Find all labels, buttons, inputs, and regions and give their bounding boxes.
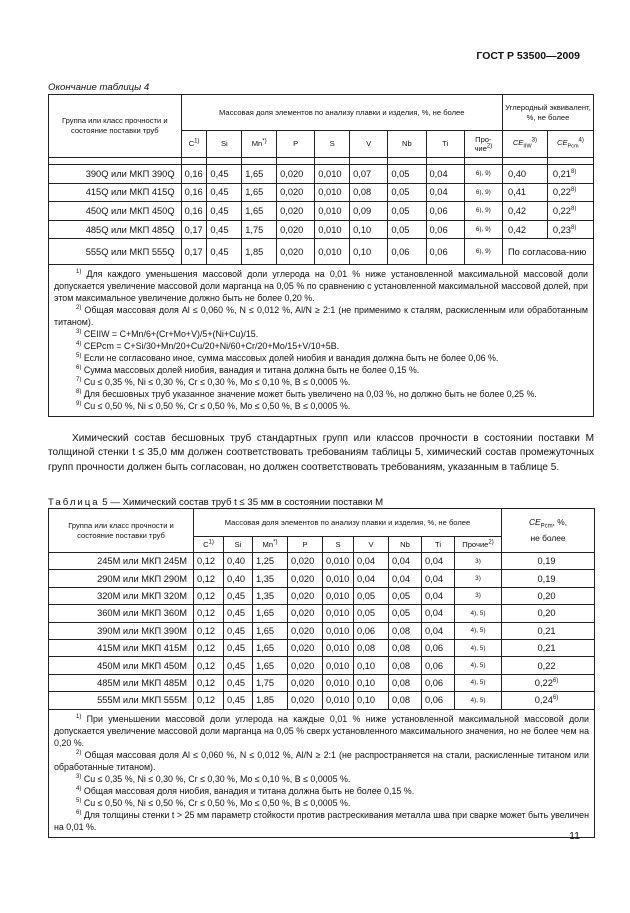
ce-pcm-cell: 0,24$^{6)}$ bbox=[502, 692, 595, 709]
grade-cell: 485Q или МКП 485Q bbox=[49, 220, 182, 239]
nb-cell: 0,08 bbox=[389, 674, 422, 691]
si-cell: 0,45 bbox=[224, 657, 253, 674]
t5-ce-header: $CE_{Pcm}$, %, не более bbox=[502, 509, 595, 553]
ti-cell: 0,04 bbox=[422, 587, 455, 604]
ti-cell: 0,04 bbox=[422, 605, 455, 622]
s-cell: 0,010 bbox=[323, 657, 354, 674]
ti-cell: 0,04 bbox=[422, 570, 455, 587]
table-row bbox=[49, 220, 594, 239]
footnote: $^{6)}$ Для толщины стенки t > 25 мм параметр стойкости против растрескивания металла шва при сварке может быть увеличен на 0,01 %. bbox=[54, 809, 589, 832]
table5 bbox=[48, 508, 595, 838]
nb-cell: 0,05 bbox=[388, 220, 426, 239]
other-cell: 4), 5) bbox=[455, 657, 502, 674]
s-cell: 0,010 bbox=[323, 639, 354, 656]
c-cell: 0,16 bbox=[181, 202, 207, 221]
p-cell: 0,020 bbox=[288, 657, 323, 674]
mn-cell: 1,65 bbox=[253, 639, 288, 656]
ti-cell: 0,04 bbox=[422, 622, 455, 639]
ti-cell: 0,06 bbox=[426, 202, 464, 221]
ce-pcm-cell: 0,21 bbox=[502, 639, 595, 656]
t5-col-si: Si bbox=[224, 537, 253, 553]
table-row bbox=[49, 239, 594, 265]
mn-cell: 1,65 bbox=[253, 605, 288, 622]
v-cell: 0,10 bbox=[350, 220, 388, 239]
t4-col-ce-iiw: $CE_{IIW}^{3)}$ bbox=[502, 131, 547, 158]
ce-iiw-cell: 0,40 bbox=[502, 165, 547, 184]
s-cell: 0,010 bbox=[315, 165, 350, 184]
grade-cell: 415Q или МКП 415Q bbox=[49, 183, 182, 202]
c-cell: 0,12 bbox=[194, 674, 224, 691]
t5-col-mn: Mn*) bbox=[253, 537, 288, 553]
c-cell: 0,16 bbox=[181, 165, 207, 184]
p-cell: 0,020 bbox=[288, 587, 323, 604]
mn-cell: 1,85 bbox=[253, 692, 288, 709]
mn-cell: 1,65 bbox=[242, 183, 277, 202]
v-cell: 0,09 bbox=[350, 202, 388, 221]
p-cell: 0,020 bbox=[277, 183, 315, 202]
nb-cell: 0,05 bbox=[388, 202, 426, 221]
si-cell: 0,45 bbox=[207, 220, 242, 239]
si-cell: 0,45 bbox=[224, 605, 253, 622]
mn-cell: 1,35 bbox=[253, 587, 288, 604]
ce-pcm-cell: 0,22$^{6)}$ bbox=[502, 674, 595, 691]
v-cell: 0,08 bbox=[350, 183, 388, 202]
s-cell: 0,010 bbox=[315, 202, 350, 221]
p-cell: 0,020 bbox=[277, 220, 315, 239]
si-cell: 0,45 bbox=[207, 183, 242, 202]
footnote: $^{9)}$ Cu ≤ 0,50 %, Ni ≤ 0,50 %, Cr ≤ 0,50 %, Mo ≤ 0,50 %, B ≤ 0,0005 %. bbox=[76, 401, 351, 412]
p-cell: 0,020 bbox=[288, 692, 323, 709]
other-cell: 6), 9) bbox=[464, 220, 502, 239]
c-cell: 0,17 bbox=[181, 220, 207, 239]
table-row bbox=[49, 692, 595, 709]
nb-cell: 0,06 bbox=[388, 239, 426, 265]
footnote: $^{1)}$ Для каждого уменьшения массовой доли углерода на 0,01 % ниже установленной максимальной массовой доли допускается увеличение массовой доли марганца на 0,05 % по сравнению с установленной максимальной массовой долей, при этом максимальное увеличение должно быть не более 0,20 %. bbox=[54, 269, 588, 304]
t5-col-other: Прочие$^{2)}$ bbox=[455, 537, 502, 553]
s-cell: 0,010 bbox=[315, 239, 350, 265]
ce-iiw-cell: 0,42 bbox=[502, 220, 547, 239]
other-cell: 3) bbox=[455, 587, 502, 604]
si-cell: 0,45 bbox=[224, 674, 253, 691]
table5-caption-text: — Химический состав труб t ≤ 35 мм в состоянии поставки М bbox=[110, 497, 384, 508]
t5-group-header: Группа или класс прочности и состояние поставки труб bbox=[49, 509, 194, 553]
grade-cell: 555M или МКП 555M bbox=[49, 692, 194, 709]
grade-cell: 320M или МКП 320M bbox=[49, 587, 194, 604]
table-row bbox=[49, 674, 595, 691]
v-cell: 0,05 bbox=[354, 587, 389, 604]
nb-cell: 0,05 bbox=[388, 183, 426, 202]
gost-header: ГОСТ Р 53500—2009 bbox=[476, 50, 580, 62]
c-cell: 0,12 bbox=[194, 570, 224, 587]
grade-cell: 290M или МКП 290M bbox=[49, 570, 194, 587]
v-cell: 0,04 bbox=[354, 570, 389, 587]
table-row bbox=[49, 657, 595, 674]
ce-pcm-cell: 0,21 bbox=[502, 622, 595, 639]
t4-col-si: Si bbox=[207, 131, 242, 158]
t4-col-v: V bbox=[350, 131, 388, 158]
c-cell: 0,17 bbox=[181, 239, 207, 265]
t4-col-ce-pcm: $CE_{Pcm}^{4)}$ bbox=[547, 131, 593, 158]
v-cell: 0,08 bbox=[354, 639, 389, 656]
si-cell: 0,40 bbox=[224, 570, 253, 587]
ti-cell: 0,06 bbox=[422, 639, 455, 656]
s-cell: 0,010 bbox=[323, 553, 354, 570]
ce-pcm-cell: 0,22 bbox=[502, 657, 595, 674]
ti-cell: 0,06 bbox=[422, 657, 455, 674]
body-paragraph: Химический состав бесшовных труб стандартных групп или классов прочности в состоянии поставки М толщиной стенки t ≤ 35,0 мм должен соответствовать требованиям таблицы 5, химический состав промежуточных групп прочности должен быть согласован, но должен соответствовать требованиям, указанным в таблице 5. bbox=[48, 433, 594, 473]
grade-cell: 245M или МКП 245M bbox=[49, 553, 194, 570]
t5-col-ti: Ti bbox=[422, 537, 455, 553]
other-cell: 4), 5) bbox=[455, 639, 502, 656]
footnote: $^{1)}$ При уменьшении массовой доли углерода на каждые 0,01 % ниже установленной максимальной массовой доли допускается увеличение массовой доли марганца на 0,05 % сверх установленного максимального значения, но не более чем на 0,20 %. bbox=[54, 713, 590, 748]
s-cell: 0,010 bbox=[315, 220, 350, 239]
ce-pcm-cell: 0,20 bbox=[502, 605, 595, 622]
nb-cell: 0,05 bbox=[389, 587, 422, 604]
s-cell: 0,010 bbox=[323, 570, 354, 587]
v-cell: 0,05 bbox=[354, 605, 389, 622]
ce-pcm-cell: 0,23$^{8)}$ bbox=[547, 220, 593, 239]
mn-cell: 1,35 bbox=[253, 570, 288, 587]
footnote: $^{2)}$ Общая массовая доля Al ≤ 0,060 %, N ≤ 0,012 %, Al/N ≥ 2:1 (не распространяется на стали, раскисленные титаном или обработанные титаном). bbox=[54, 749, 590, 772]
si-cell: 0,45 bbox=[207, 165, 242, 184]
p-cell: 0,020 bbox=[288, 622, 323, 639]
si-cell: 0,45 bbox=[224, 692, 253, 709]
nb-cell: 0,04 bbox=[389, 553, 422, 570]
nb-cell: 0,05 bbox=[388, 165, 426, 184]
grade-cell: 555Q или МКП 555Q bbox=[49, 239, 182, 265]
footnote: $^{8)}$ Для бесшовных труб указанное значение может быть увеличено на 0,03 %, но должно быть не более 0,25 %. bbox=[76, 389, 537, 400]
si-cell: 0,45 bbox=[224, 587, 253, 604]
ce-iiw-cell: 0,42 bbox=[502, 202, 547, 221]
mn-cell: 1,65 bbox=[253, 622, 288, 639]
t5-col-p: P bbox=[288, 537, 323, 553]
t4-col-c: $C^{1)}$ bbox=[181, 131, 207, 158]
p-cell: 0,020 bbox=[288, 553, 323, 570]
t5-col-v: V bbox=[354, 537, 389, 553]
c-cell: 0,12 bbox=[194, 639, 224, 656]
nb-cell: 0,08 bbox=[389, 639, 422, 656]
ce-pcm-cell: 0,19 bbox=[502, 570, 595, 587]
other-cell: 6), 9) bbox=[464, 183, 502, 202]
si-cell: 0,40 bbox=[224, 553, 253, 570]
footnote: $^{4)}$ CEPcm = C+Si/30+Mn/20+Cu/20+Ni/60+Cr/20+Mo/15+V/10+5B. bbox=[76, 341, 340, 352]
mn-cell: 1,85 bbox=[242, 239, 277, 265]
ce-pcm-cell: 0,21$^{8)}$ bbox=[547, 165, 593, 184]
other-cell: 3) bbox=[455, 570, 502, 587]
p-cell: 0,020 bbox=[288, 674, 323, 691]
table-row bbox=[49, 183, 594, 202]
footnote: $^{6)}$ Сумма массовых долей ниобия, ванадия и титана должна быть не более 0,15 %. bbox=[76, 365, 420, 376]
t4-col-s: S bbox=[315, 131, 350, 158]
footnote: $^{5)}$ Если не согласовано иное, сумма массовых долей ниобия и ванадия должна быть не более 0,06 %. bbox=[76, 353, 499, 364]
c-cell: 0,12 bbox=[194, 587, 224, 604]
grade-cell: 360M или МКП 360M bbox=[49, 605, 194, 622]
grade-cell: 485M или МКП 485M bbox=[49, 674, 194, 691]
t4-ce-header: Углеродный эквивалент, %, не более bbox=[502, 95, 593, 131]
other-cell: 4), 5) bbox=[455, 674, 502, 691]
p-cell: 0,020 bbox=[288, 605, 323, 622]
ce-merged-cell: По согласова-нию bbox=[502, 239, 593, 265]
t5-col-c: $C^{1)}$ bbox=[194, 537, 224, 553]
other-cell: 4), 5) bbox=[455, 622, 502, 639]
other-cell: 4), 5) bbox=[455, 692, 502, 709]
ti-cell: 0,06 bbox=[422, 692, 455, 709]
v-cell: 0,10 bbox=[350, 239, 388, 265]
s-cell: 0,010 bbox=[315, 183, 350, 202]
table-row bbox=[49, 553, 595, 570]
table-row bbox=[49, 622, 595, 639]
t4-col-p: P bbox=[277, 131, 315, 158]
ti-cell: 0,04 bbox=[422, 553, 455, 570]
c-cell: 0,16 bbox=[181, 183, 207, 202]
table-row bbox=[49, 587, 595, 604]
nb-cell: 0,05 bbox=[389, 605, 422, 622]
table-row bbox=[49, 202, 594, 221]
footnote: $^{3)}$ Cu ≤ 0,35 %, Ni ≤ 0,30 %, Cr ≤ 0,30 %, Mo ≤ 0,10 %, B ≤ 0,0005 %. bbox=[76, 773, 351, 784]
s-cell: 0,010 bbox=[323, 692, 354, 709]
grade-cell: 450Q или МКП 450Q bbox=[49, 202, 182, 221]
c-cell: 0,12 bbox=[194, 605, 224, 622]
table-row bbox=[49, 570, 595, 587]
v-cell: 0,06 bbox=[354, 622, 389, 639]
footnote: $^{3)}$ CEIIW = C+Mn/6+(Cr+Mo+V)/5+(Ni+Cu)/15. bbox=[76, 329, 259, 340]
p-cell: 0,020 bbox=[277, 165, 315, 184]
t4-col-mn: Mn*) bbox=[242, 131, 277, 158]
t5-col-s: S bbox=[323, 537, 354, 553]
v-cell: 0,10 bbox=[354, 657, 389, 674]
grade-cell: 415M или МКП 415M bbox=[49, 639, 194, 656]
table-row bbox=[49, 165, 594, 184]
other-cell: 6), 9) bbox=[464, 165, 502, 184]
c-cell: 0,12 bbox=[194, 553, 224, 570]
s-cell: 0,010 bbox=[323, 622, 354, 639]
ce-pcm-cell: 0,19 bbox=[502, 553, 595, 570]
table4-footnotes bbox=[49, 265, 594, 417]
ce-pcm-cell: 0,22$^{8)}$ bbox=[547, 202, 593, 221]
ti-cell: 0,06 bbox=[426, 239, 464, 265]
s-cell: 0,010 bbox=[323, 674, 354, 691]
nb-cell: 0,08 bbox=[389, 622, 422, 639]
p-cell: 0,020 bbox=[288, 570, 323, 587]
si-cell: 0,45 bbox=[207, 239, 242, 265]
grade-cell: 450M или МКП 450M bbox=[49, 657, 194, 674]
ti-cell: 0,04 bbox=[426, 183, 464, 202]
table4-caption: Окончание таблицы 4 bbox=[48, 82, 150, 93]
mn-cell: 1,65 bbox=[242, 165, 277, 184]
ti-cell: 0,06 bbox=[426, 220, 464, 239]
other-cell: 4), 5) bbox=[455, 605, 502, 622]
v-cell: 0,07 bbox=[350, 165, 388, 184]
ce-pcm-cell: 0,20 bbox=[502, 587, 595, 604]
si-cell: 0,45 bbox=[224, 639, 253, 656]
p-cell: 0,020 bbox=[277, 202, 315, 221]
other-cell: 3) bbox=[455, 553, 502, 570]
footnote: $^{2)}$ Общая массовая доля Al ≤ 0,060 %, N ≤ 0,012 %, Al/N ≥ 2:1 (не применимо к сталям, раскисленным или обработанным титаном). bbox=[54, 305, 588, 328]
v-cell: 0,10 bbox=[354, 674, 389, 691]
c-cell: 0,12 bbox=[194, 692, 224, 709]
nb-cell: 0,04 bbox=[389, 570, 422, 587]
ce-iiw-cell: 0,41 bbox=[502, 183, 547, 202]
footnote: $^{4)}$ Общая массовая доля ниобия, ванадия и титана должна быть не более 0,15 %. bbox=[76, 785, 415, 796]
table5-caption-number: 5 bbox=[102, 497, 108, 508]
v-cell: 0,04 bbox=[354, 553, 389, 570]
footnote: $^{7)}$ Cu ≤ 0,35 %, Ni ≤ 0,30 %, Cr ≤ 0,30 %, Mo ≤ 0,10 %, B ≤ 0,0005 %. bbox=[76, 377, 351, 388]
footnote: $^{5)}$ Cu ≤ 0,50 %, Ni ≤ 0,50 %, Cr ≤ 0,50 %, Mo ≤ 0,50 %, B ≤ 0,0005 %. bbox=[76, 797, 351, 808]
mn-cell: 1,75 bbox=[253, 674, 288, 691]
table-row bbox=[49, 605, 595, 622]
t4-col-other: Про- чие$^{2)}$ bbox=[464, 131, 502, 158]
mn-cell: 1,75 bbox=[242, 220, 277, 239]
table5-caption-label: Таблица bbox=[48, 497, 100, 508]
si-cell: 0,45 bbox=[224, 622, 253, 639]
grade-cell: 390Q или МКП 390Q bbox=[49, 165, 182, 184]
p-cell: 0,020 bbox=[288, 639, 323, 656]
si-cell: 0,45 bbox=[207, 202, 242, 221]
grade-cell: 390M или МКП 390M bbox=[49, 622, 194, 639]
mn-cell: 1,25 bbox=[253, 553, 288, 570]
t4-col-nb: Nb bbox=[388, 131, 426, 158]
ti-cell: 0,06 bbox=[422, 674, 455, 691]
table5-caption bbox=[48, 497, 383, 508]
ti-cell: 0,04 bbox=[426, 165, 464, 184]
table4 bbox=[48, 94, 594, 417]
mn-cell: 1,65 bbox=[242, 202, 277, 221]
c-cell: 0,12 bbox=[194, 657, 224, 674]
table-row bbox=[49, 639, 595, 656]
other-cell: 6), 9) bbox=[464, 202, 502, 221]
mn-cell: 1,65 bbox=[253, 657, 288, 674]
nb-cell: 0,08 bbox=[389, 657, 422, 674]
t5-col-nb: Nb bbox=[389, 537, 422, 553]
v-cell: 0,10 bbox=[354, 692, 389, 709]
c-cell: 0,12 bbox=[194, 622, 224, 639]
t5-mass-header: Массовая доля элементов по анализу плавки и изделия, %, не более bbox=[194, 509, 502, 537]
s-cell: 0,010 bbox=[323, 605, 354, 622]
table5-footnotes bbox=[49, 709, 595, 837]
p-cell: 0,020 bbox=[277, 239, 315, 265]
t4-mass-header: Массовая доля элементов по анализу плавки и изделия, %, не более bbox=[181, 95, 502, 131]
page-number: 11 bbox=[569, 830, 580, 842]
t4-group-header: Группа или класс прочности и состояние поставки труб bbox=[49, 95, 182, 158]
nb-cell: 0,08 bbox=[389, 692, 422, 709]
s-cell: 0,010 bbox=[323, 587, 354, 604]
t4-col-ti: Ti bbox=[426, 131, 464, 158]
ce-pcm-cell: 0,22$^{8)}$ bbox=[547, 183, 593, 202]
other-cell: 6), 9) bbox=[464, 239, 502, 265]
